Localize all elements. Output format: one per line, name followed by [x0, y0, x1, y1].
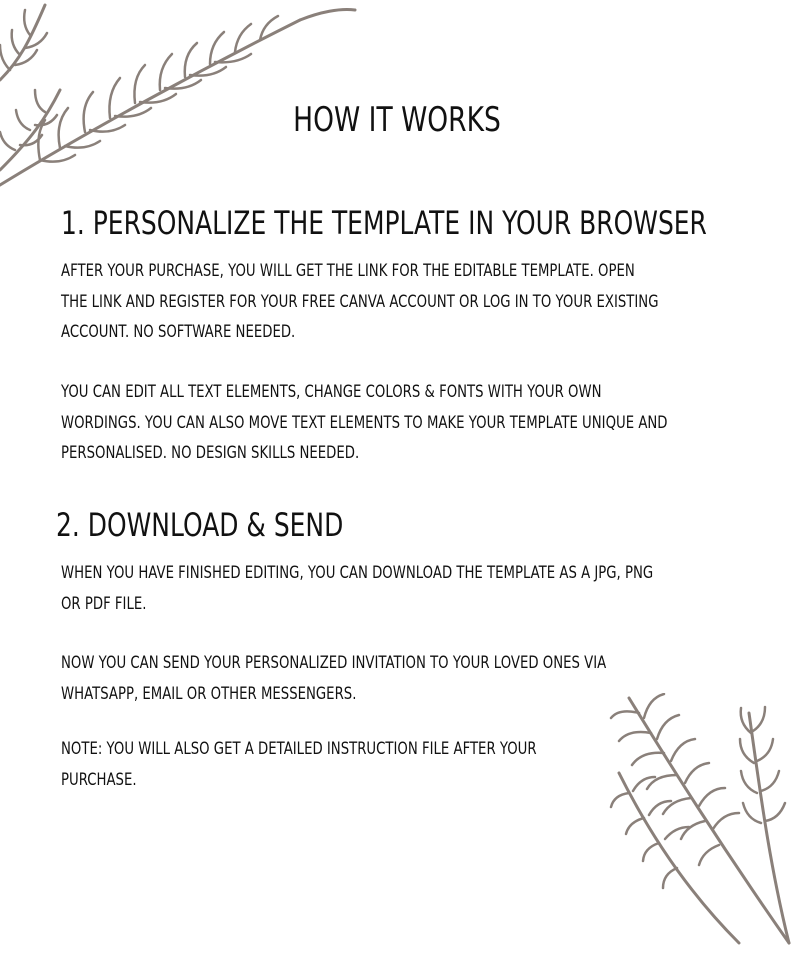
paragraph-line: ACCOUNT. NO SOFTWARE NEEDED.	[61, 322, 296, 342]
paragraph-download-formats	[61, 558, 732, 619]
paragraph-instruction-note	[61, 734, 732, 795]
paragraph-line: PURCHASE.	[61, 769, 137, 790]
paragraph-line: WHATSAPP, EMAIL OR OTHER MESSENGERS.	[61, 683, 357, 704]
leafy-branch-bottom-right-icon	[609, 693, 794, 953]
paragraph-purchase-link	[61, 256, 732, 348]
paragraph-line: WHEN YOU HAVE FINISHED EDITING, YOU CAN DOWNLOAD THE TEMPLATE AS A JPG, PNG	[61, 563, 654, 583]
paragraph-line: NOTE: YOU WILL ALSO GET A DETAILED INSTRUCTION FILE AFTER YOUR	[61, 739, 537, 759]
paragraph-line: YOU CAN EDIT ALL TEXT ELEMENTS, CHANGE COLORS & FONTS WITH YOUR OWN	[61, 382, 602, 402]
paragraph-line: AFTER YOUR PURCHASE, YOU WILL GET THE LINK FOR THE EDITABLE TEMPLATE. OPEN	[61, 261, 635, 281]
section-heading-download: 2. DOWNLOAD & SEND	[56, 506, 344, 544]
paragraph-line: NOW YOU CAN SEND YOUR PERSONALIZED INVITATION TO YOUR LOVED ONES VIA	[61, 653, 607, 673]
page-title: HOW IT WORKS	[293, 100, 501, 140]
paragraph-line: PERSONALISED. NO DESIGN SKILLS NEEDED.	[61, 443, 360, 463]
paragraph-edit-elements	[61, 377, 732, 469]
paragraph-send-invitation	[61, 648, 732, 709]
leafy-branch-top-left-icon	[0, 0, 360, 195]
paragraph-line: THE LINK AND REGISTER FOR YOUR FREE CANVA ACCOUNT OR LOG IN TO YOUR EXISTING	[61, 291, 659, 312]
paragraph-line: WORDINGS. YOU CAN ALSO MOVE TEXT ELEMENTS TO MAKE YOUR TEMPLATE UNIQUE AND	[61, 412, 668, 433]
section-heading-personalize: 1. PERSONALIZE THE TEMPLATE IN YOUR BROWSER	[61, 204, 707, 242]
paragraph-line: OR PDF FILE.	[61, 593, 147, 614]
